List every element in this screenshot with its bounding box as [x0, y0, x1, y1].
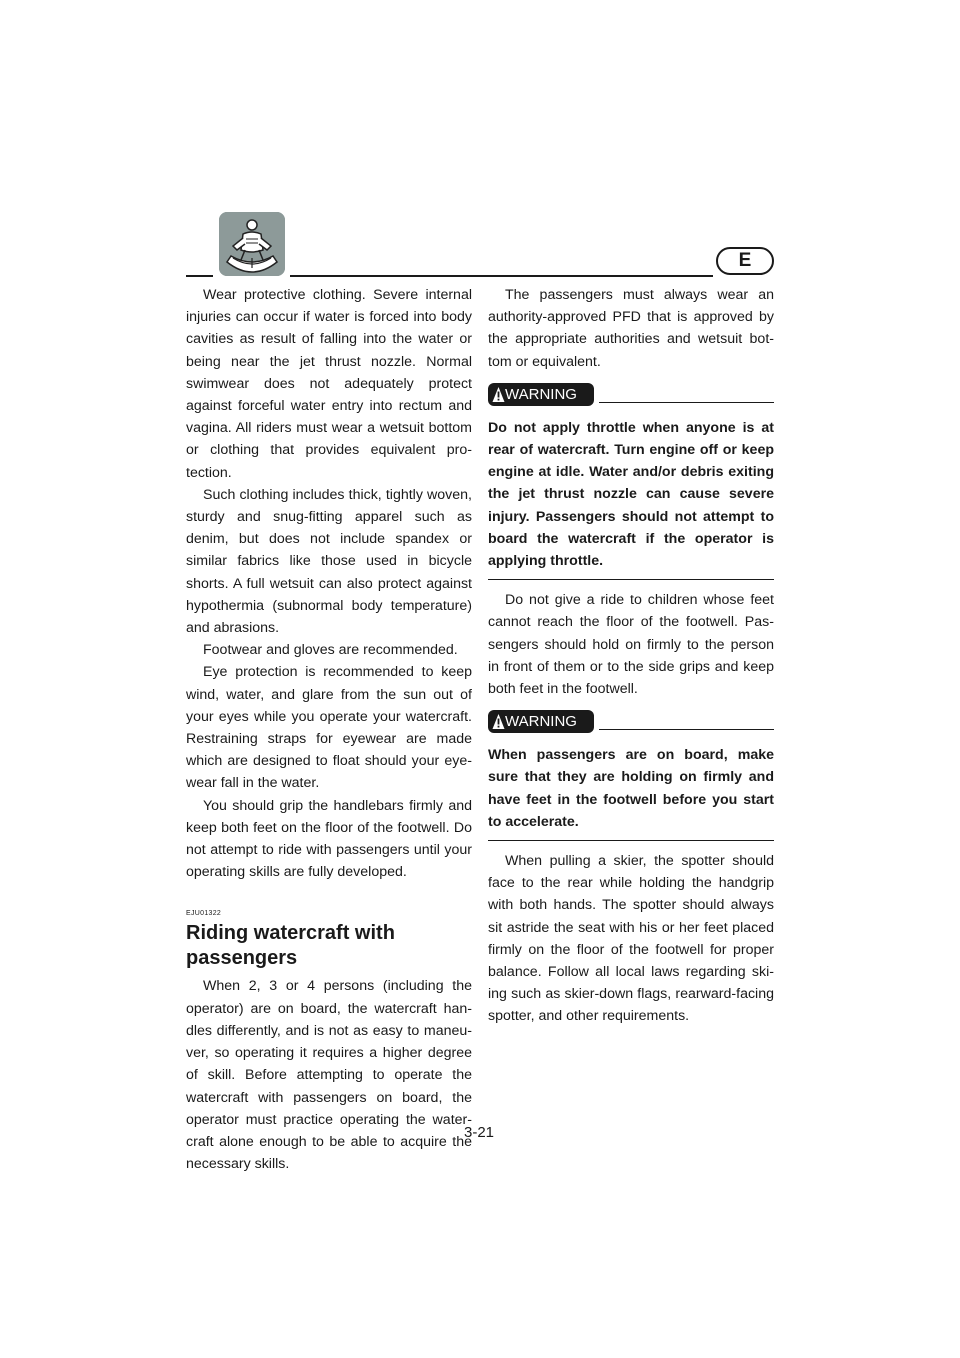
warning-text-throttle: Do not apply throttle when anyone is at rear of watercraft. Turn engine off or keep engine at idle. Water and/or debris exiting the jet thrust nozzle can cause severe injury. Passengers should not attempt to board the watercraft if the operator is applying throttle. — [488, 419, 774, 570]
warning-triangle-icon — [492, 386, 505, 403]
paragraph-children: Do not give a ride to children whose feet cannot reach the floor of the footwell. Passengers should hold on firmly to the person in front of them or to the side grips and keep both feet in the footwell. — [488, 592, 774, 698]
warning-label: WARNING — [505, 713, 577, 731]
header-rule-left — [186, 275, 213, 277]
warning-end-rule — [488, 840, 774, 841]
warning-end-rule — [488, 579, 774, 580]
warning-badge — [488, 710, 594, 733]
section-heading: Riding watercraft with passengers — [186, 922, 395, 970]
warning-badge — [488, 383, 594, 406]
paragraph-eye-protection: Eye protection is recommended to keep wind, water, and glare from the sun out of your eyes while you operate your watercraft. Restraining straps for eyewear are made which are designed to float should your eyewear fall in the water. — [186, 664, 472, 792]
warning-text-passengers: When passengers are on board, make sure that they are holding on firmly and have feet in the footwell before you start to accelerate. — [488, 747, 774, 830]
warning-rule — [599, 402, 774, 403]
section-code: EJU01322 — [186, 910, 222, 918]
personal-watercraft-rider-icon — [219, 212, 285, 276]
warning-label: WARNING — [505, 385, 577, 403]
paragraph-skier-spotter: When pulling a skier, the spotter should face to the rear while holding the handgrip with both hands. The spotter should always sit astride the seat with his or her feet placed firmly on the floor of the footwell for proper balance. Follow all local laws regarding skiing such as skier-down flags, rearward-facing spotter, and other requirements. — [488, 853, 774, 1025]
paragraph-footwear: Footwear and gloves are recommended. — [203, 642, 458, 659]
warning-header-1 — [488, 383, 774, 409]
paragraph-passengers-handling: When 2, 3 or 4 persons (including the operator) are on board, the watercraft handles differently, and is not as easy to maneuver, so operating it requires a higher degree of skill. Before attempting to operate the watercraft with passengers on board, the operator must practice operating the watercraft alone enough to be able to acquire the necessary skills. — [186, 978, 472, 1173]
paragraph-clothing-types: Such clothing includes thick, tightly woven, sturdy and snug-fitting apparel such as denim, but does not include spandex or similar fabrics like those used in bicycle shorts. A full wetsuit can also protect against hypothermia (subnormal body temperature) and abrasions. — [186, 486, 472, 637]
warning-triangle-icon — [492, 713, 505, 730]
left-column — [186, 284, 472, 1175]
paragraph-grip-handlebars: You should grip the handlebars firmly and keep both feet on the floor of the footwell. Do not attempt to ride with passengers until your operating skills are fully developed. — [186, 797, 472, 881]
right-column — [488, 284, 774, 1028]
warning-header-2 — [488, 710, 774, 736]
page-number: 3-21 — [464, 1124, 495, 1141]
warning-rule — [599, 729, 774, 730]
paragraph-passenger-pfd: The passengers must always wear an authority-approved PFD that is approved by the appropriate authorities and wetsuit bottom or equivalent. — [488, 287, 774, 370]
language-badge: E — [716, 247, 774, 275]
header-rule-right — [290, 275, 713, 277]
paragraph-protective-clothing: Wear protective clothing. Severe internal injuries can occur if water is forced into body cavities as result of falling into the water or being near the jet thrust nozzle. Normal swimwear does not adequately protect against forceful water entry into rectum and vagina. All riders must wear a wetsuit bottom or clothing that provides equivalent protection. — [186, 287, 472, 481]
